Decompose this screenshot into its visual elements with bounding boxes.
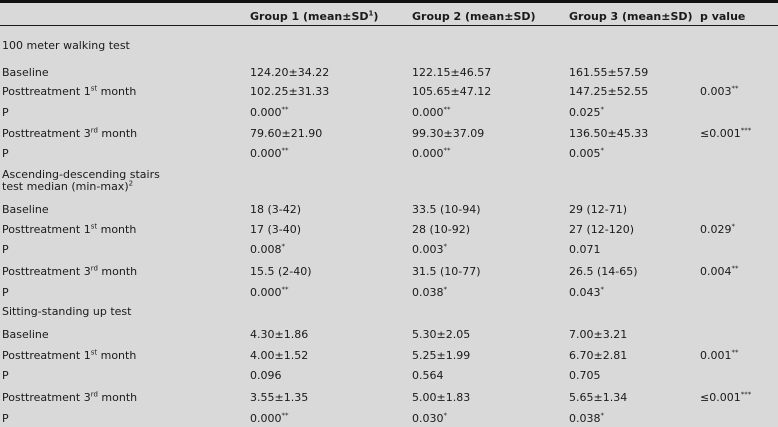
cell-group-3: 27 (12-120) bbox=[569, 222, 635, 236]
table-row bbox=[0, 346, 778, 364]
cell-group-3: 161.55±57.59 bbox=[569, 65, 649, 79]
row-label: P bbox=[2, 242, 9, 256]
cell-group-2: 5.25±1.99 bbox=[412, 348, 471, 362]
cell-group-3: 29 (12-71) bbox=[569, 202, 628, 216]
cell-group-3: 147.25±52.55 bbox=[569, 84, 649, 98]
cell-group-1: 0.000** bbox=[250, 410, 289, 425]
table-row bbox=[0, 366, 778, 384]
table-header-row bbox=[0, 7, 778, 25]
cell-p-value: 0.004** bbox=[700, 263, 739, 278]
cell-group-2: 0.564 bbox=[412, 368, 444, 382]
cell-group-1: 124.20±34.22 bbox=[250, 65, 330, 79]
table-row bbox=[0, 144, 778, 162]
row-label: Posttreatment 1st month bbox=[2, 347, 137, 362]
row-label: P bbox=[2, 411, 9, 425]
row-label: P bbox=[2, 368, 9, 382]
table-row bbox=[0, 124, 778, 142]
cell-group-3: 0.071 bbox=[569, 242, 601, 256]
cell-p-value: 0.003** bbox=[700, 83, 739, 98]
row-label: Baseline bbox=[2, 65, 49, 79]
cell-group-1: 0.096 bbox=[250, 368, 282, 382]
table-row bbox=[0, 283, 778, 301]
cell-group-2: 0.000** bbox=[412, 104, 451, 119]
header-group-3: Group 3 (mean±SD) bbox=[569, 9, 693, 23]
cell-group-2: 0.038* bbox=[412, 284, 447, 299]
row-label: Posttreatment 1st month bbox=[2, 221, 137, 236]
cell-group-1: 102.25±31.33 bbox=[250, 84, 330, 98]
row-label: 100 meter walking test bbox=[2, 38, 130, 52]
table-row bbox=[0, 262, 778, 280]
row-label: Baseline bbox=[2, 327, 49, 341]
row-label: Posttreatment 3rd month bbox=[2, 389, 138, 404]
table-top-rule bbox=[0, 0, 778, 3]
row-label: Sitting-standing up test bbox=[2, 304, 132, 318]
row-label: Posttreatment 3rd month bbox=[2, 263, 138, 278]
row-label: Ascending-descending stairs test median $(\min-\max)^2$ bbox=[2, 168, 160, 193]
cell-group-3: 7.00±3.21 bbox=[569, 327, 628, 341]
table-row bbox=[0, 36, 778, 54]
cell-group-2: 122.15±46.57 bbox=[412, 65, 492, 79]
cell-group-2: 99.30±37.09 bbox=[412, 126, 485, 140]
row-label: P bbox=[2, 146, 9, 160]
cell-group-1: 79.60±21.90 bbox=[250, 126, 323, 140]
cell-p-value: ≤0.001*** bbox=[700, 389, 752, 404]
row-label: Baseline bbox=[2, 202, 49, 216]
header-group-2: Group 2 (mean±SD) bbox=[412, 9, 536, 23]
cell-group-2: 31.5 (10-77) bbox=[412, 264, 481, 278]
cell-group-1: 0.000** bbox=[250, 104, 289, 119]
cell-group-3: 0.005* bbox=[569, 145, 604, 160]
cell-p-value: 0.029* bbox=[700, 221, 735, 236]
header-divider bbox=[0, 25, 778, 26]
cell-group-3: 6.70±2.81 bbox=[569, 348, 628, 362]
row-label: Posttreatment 3rd month bbox=[2, 125, 138, 140]
table-row bbox=[0, 302, 778, 320]
cell-group-1: 0.008* bbox=[250, 241, 285, 256]
cell-group-1: 0.000** bbox=[250, 284, 289, 299]
cell-group-2: 28 (10-92) bbox=[412, 222, 471, 236]
cell-group-1: 3.55±1.35 bbox=[250, 390, 309, 404]
row-label: P bbox=[2, 285, 9, 299]
cell-group-3: 5.65±1.34 bbox=[569, 390, 628, 404]
cell-p-value: 0.001** bbox=[700, 347, 739, 362]
cell-p-value: ≤0.001*** bbox=[700, 125, 752, 140]
table-row bbox=[0, 388, 778, 406]
cell-group-1: 18 (3-42) bbox=[250, 202, 302, 216]
table-row bbox=[0, 103, 778, 121]
cell-group-3: 0.038* bbox=[569, 410, 604, 425]
cell-group-3: 136.50±45.33 bbox=[569, 126, 649, 140]
row-label: P bbox=[2, 105, 9, 119]
table-row bbox=[0, 200, 778, 218]
cell-group-1: 4.00±1.52 bbox=[250, 348, 309, 362]
cell-group-2: 5.30±2.05 bbox=[412, 327, 471, 341]
cell-group-1: 0.000** bbox=[250, 145, 289, 160]
table-row bbox=[0, 220, 778, 238]
table-row bbox=[0, 166, 778, 196]
row-label: Posttreatment 1st month bbox=[2, 83, 137, 98]
table-row bbox=[0, 409, 778, 427]
cell-group-3: 0.025* bbox=[569, 104, 604, 119]
table-row bbox=[0, 82, 778, 100]
cell-group-2: 105.65±47.12 bbox=[412, 84, 492, 98]
cell-group-3: 0.705 bbox=[569, 368, 601, 382]
cell-group-1: 15.5 (2-40) bbox=[250, 264, 312, 278]
header-p-value: p value bbox=[700, 9, 746, 23]
table-row bbox=[0, 325, 778, 343]
cell-group-2: 0.030* bbox=[412, 410, 447, 425]
cell-group-2: 5.00±1.83 bbox=[412, 390, 471, 404]
cell-group-2: 0.000** bbox=[412, 145, 451, 160]
table-row bbox=[0, 240, 778, 258]
cell-group-2: 0.003* bbox=[412, 241, 447, 256]
cell-group-3: 0.043* bbox=[569, 284, 604, 299]
cell-group-2: 33.5 (10-94) bbox=[412, 202, 481, 216]
table-row bbox=[0, 63, 778, 81]
cell-group-3: 26.5 (14-65) bbox=[569, 264, 638, 278]
header-group-1: Group 1 $(mean\pm SD^1)$ bbox=[250, 8, 379, 23]
cell-group-1: 17 (3-40) bbox=[250, 222, 302, 236]
cell-group-1: 4.30±1.86 bbox=[250, 327, 309, 341]
